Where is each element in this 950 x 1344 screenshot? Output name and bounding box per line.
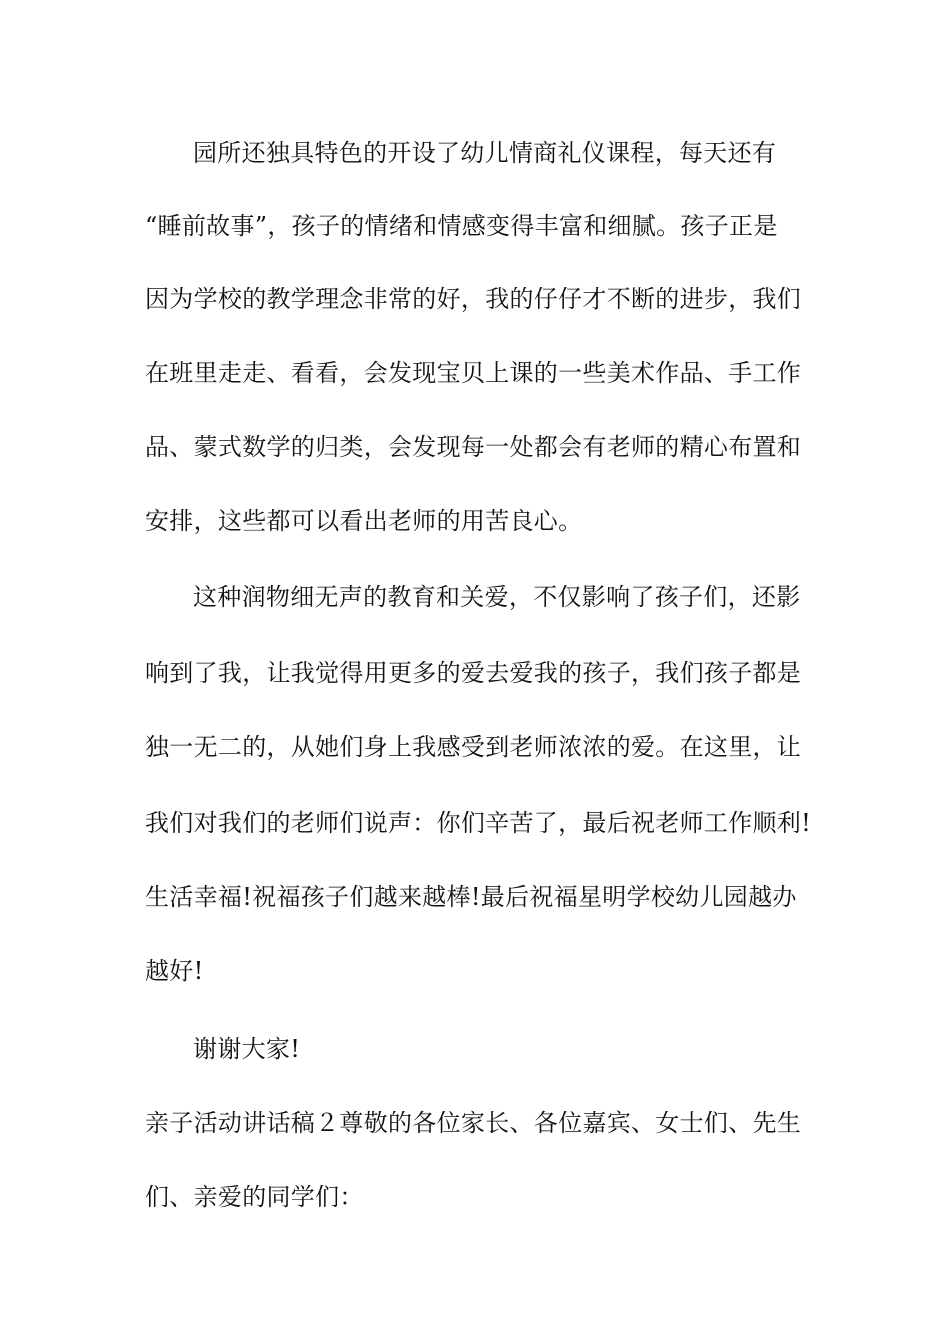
text-line: 在班里走走、看看，会发现宝贝上课的一些美术作品、手工作	[145, 359, 802, 387]
text-line: 响到了我，让我觉得用更多的爱去爱我的孩子，我们孩子都是	[145, 659, 802, 687]
text-line: 生活幸福!祝福孩子们越来越棒!最后祝福星明学校幼儿园越办	[145, 883, 797, 911]
text-line: 安排，这些都可以看出老师的用苦良心。	[145, 507, 583, 535]
text-line: 园所还独具特色的开设了幼儿情商礼仪课程，每天还有	[193, 139, 777, 167]
text-line: 我们对我们的老师们说声：你们辛苦了，最后祝老师工作顺利!	[145, 809, 812, 837]
text-line: 因为学校的教学理念非常的好，我的仔仔才不断的进步，我们	[145, 285, 802, 313]
text-line: 越好!	[145, 957, 204, 985]
text-line: 谢谢大家!	[193, 1035, 301, 1063]
text-line: 亲子活动讲话稿２尊敬的各位家长、各位嘉宾、女士们、先生	[145, 1109, 802, 1137]
text-line: 这种润物细无声的教育和关爱，不仅影响了孩子们，还影	[193, 583, 801, 611]
text-line: 们、亲爱的同学们：	[145, 1183, 364, 1211]
text-line: 品、蒙式数学的归类，会发现每一处都会有老师的精心布置和	[145, 433, 802, 461]
text-line: “睡前故事”，孩子的情绪和情感变得丰富和细腻。孩子正是	[145, 212, 778, 240]
text-line: 独一无二的，从她们身上我感受到老师浓浓的爱。在这里，让	[145, 733, 802, 761]
